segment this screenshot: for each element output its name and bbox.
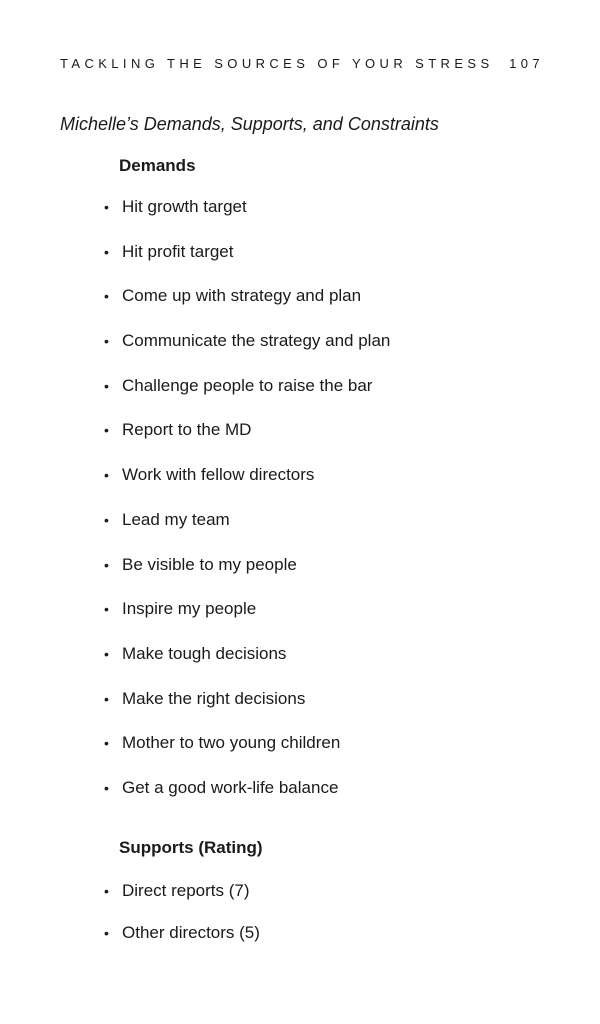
- demand-text: Make the right decisions: [122, 688, 306, 708]
- bullet-icon: •: [104, 377, 109, 394]
- bullet-icon: •: [104, 467, 109, 484]
- demand-text: Get a good work-life balance: [122, 777, 339, 797]
- section-heading: Michelle’s Demands, Supports, and Constraints: [60, 114, 439, 134]
- bullet-icon: •: [104, 925, 109, 941]
- demand-text: Be visible to my people: [122, 554, 297, 574]
- demand-text: Mother to two young children: [122, 733, 341, 753]
- demand-text: Challenge people to raise the bar: [122, 375, 373, 395]
- bullet-icon: •: [104, 199, 109, 215]
- support-text: Other directors (5): [122, 923, 260, 942]
- demand-text: Lead my team: [122, 509, 230, 529]
- demand-text: Work with fellow directors: [122, 465, 315, 485]
- bullet-icon: •: [104, 243, 109, 260]
- bullet-icon: •: [104, 422, 109, 439]
- demand-text: Communicate the strategy and plan: [122, 331, 391, 351]
- demand-text: Report to the MD: [122, 420, 252, 440]
- supports-heading: Supports (Rating): [119, 838, 263, 857]
- bullet-icon: •: [104, 511, 109, 528]
- running-head-title: TACKLING THE SOURCES OF YOUR STRESS: [60, 56, 494, 71]
- bullet-icon: •: [104, 333, 109, 350]
- demand-text: Make tough decisions: [122, 643, 287, 663]
- bullet-icon: •: [104, 645, 109, 662]
- support-text: Direct reports (7): [122, 881, 250, 900]
- bullet-icon: •: [104, 556, 109, 573]
- bullet-icon: •: [104, 601, 109, 618]
- running-head: [60, 56, 544, 74]
- page-number: 107: [509, 56, 544, 71]
- demand-text: Hit growth target: [122, 197, 247, 216]
- bullet-icon: •: [104, 288, 109, 305]
- demand-text: Come up with strategy and plan: [122, 286, 362, 306]
- bullet-icon: •: [104, 883, 109, 899]
- bullet-icon: •: [104, 779, 109, 796]
- demand-text: Hit profit target: [122, 241, 234, 261]
- demands-heading: Demands: [119, 156, 196, 175]
- bullet-icon: •: [104, 735, 109, 752]
- bullet-icon: •: [104, 690, 109, 707]
- demand-text: Inspire my people: [122, 599, 257, 619]
